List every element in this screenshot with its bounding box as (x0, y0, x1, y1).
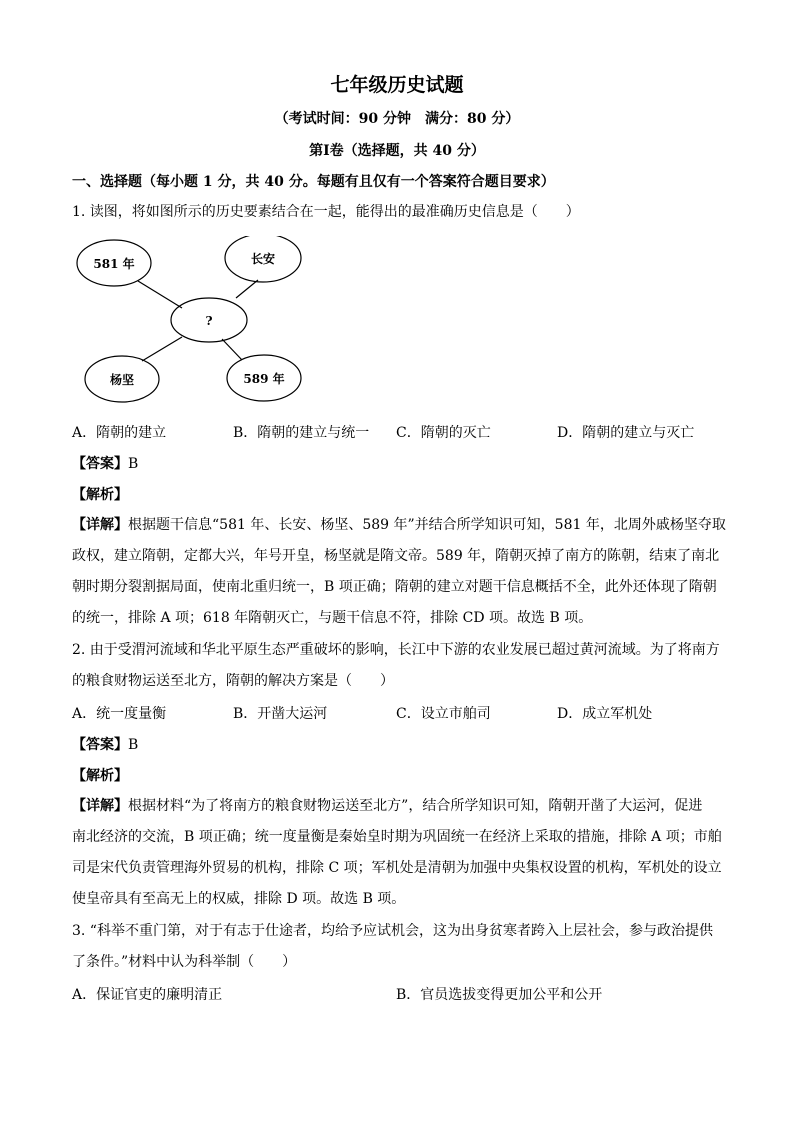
q3-option-a: A．保证官吏的廉明清正 (72, 987, 223, 1003)
q1-answer-value: B (128, 456, 139, 472)
section-heading: 一、选择题（每小题 1 分，共 40 分。每题有且仅有一个答案符合题目要求） (72, 174, 555, 190)
q1-answer (72, 453, 138, 473)
q1-option-c: C．隋朝的灭亡 (396, 425, 491, 441)
q1-answer-label: 【答案】 (72, 456, 128, 472)
q1-option-b: B．隋朝的建立与统一 (233, 425, 370, 441)
page-title: 七年级历史试题 (330, 74, 464, 96)
q1-diagram-link-bl (142, 337, 182, 361)
q1-analysis (72, 484, 128, 504)
q2-answer-label: 【答案】 (72, 737, 128, 753)
q3-stem-line-2: 了条件。”材料中认为科举制（ ） (72, 954, 297, 970)
q2-option-a: A．统一度量衡 (72, 706, 167, 722)
q2-stem-line-1: 2. 由于受渭河流域和华北平原生态严重破坏的影响，长江中下游的农业发展已超过黄河流域。为了将南方 (72, 642, 720, 658)
volume-heading: 第Ⅰ卷（选择题，共 40 分） (309, 143, 485, 159)
q2-analysis-label: 【解析】 (72, 768, 128, 784)
q1-node-bottom-left-label: 杨坚 (109, 373, 135, 387)
q1-node-top-right-label: 长安 (250, 252, 276, 266)
q1-detail-label: 【详解】 (72, 517, 128, 533)
q2-stem-line-2: 的粮食财物运送至北方，隋朝的解决方案是（ ） (72, 673, 394, 689)
q1-node-top-left-label: 581 年 (93, 257, 135, 271)
q1-detail-line-3: 朝时期分裂割据局面，使南北重归统一，B 项正确；隋朝的建立对题干信息概括不全，此外还体现了隋朝 (72, 579, 717, 595)
q1-node-bottom-right-label: 589 年 (243, 372, 285, 386)
q1-stem: 1. 读图，将如图所示的历史要素结合在一起，能得出的最准确历史信息是（ ） (72, 204, 580, 220)
q3-stem-line-1: 3. “科举不重门第，对于有志于仕途者，均给予应试机会，这为出身贫寒者跨入上层社会，参与政治提供 (72, 923, 713, 939)
q3-option-b: B．官员选拔变得更加公平和公开 (396, 987, 603, 1003)
q1-diagram-link-tr (236, 280, 258, 298)
q2-detail-line-1: 【详解】根据材料“为了将南方的粮食财物运送至北方”，结合所学知识可知，隋朝开凿了大运河，促进 (72, 798, 703, 814)
q1-option-d: D．隋朝的建立与灭亡 (557, 425, 695, 441)
q2-answer-value: B (128, 737, 139, 753)
exam-info: （考试时间：90 分钟 满分：80 分） (274, 111, 520, 127)
q1-analysis-label: 【解析】 (72, 487, 128, 503)
q1-detail-line-4: 的统一，排除 A 项；618 年隋朝灭亡，与题干信息不符，排除 CD 项。故选 B 项。 (72, 610, 593, 626)
q2-detail-line-2: 南北经济的交流，B 项正确；统一度量衡是秦始皇时期为巩固统一在经济上采取的措施，排除 A 项；市舶 (72, 829, 722, 845)
q2-detail-line-4: 使皇帝具有至高无上的权威，排除 D 项。故选 B 项。 (72, 891, 406, 907)
q2-answer (72, 734, 138, 754)
q1-detail-line-1: 【详解】根据题干信息“581 年、长安、杨坚、589 年”并结合所学知识可知，581 年，北周外戚杨坚夺取 (72, 517, 726, 533)
q2-option-b: B．开凿大运河 (233, 706, 328, 722)
q2-detail-line-3: 司是宋代负责管理海外贸易的机构，排除 C 项；军机处是清朝为加强中央集权设置的机构，军机处的设立 (72, 860, 722, 876)
q2-analysis (72, 765, 128, 785)
q1-detail-line-2: 政权，建立隋朝，定都大兴，年号开皇，杨坚就是隋文帝。589 年，隋朝灭掉了南方的陈朝，结束了南北 (72, 548, 720, 564)
q1-diagram (70, 236, 320, 406)
q1-node-center-label: ? (205, 314, 213, 328)
q1-option-a: A．隋朝的建立 (72, 425, 167, 441)
q2-option-d: D．成立军机处 (557, 706, 653, 722)
q1-diagram-link-br (222, 339, 242, 360)
q2-option-c: C．设立市舶司 (396, 706, 491, 722)
q2-detail-label: 【详解】 (72, 798, 128, 814)
q1-diagram-link-tl (138, 281, 182, 308)
